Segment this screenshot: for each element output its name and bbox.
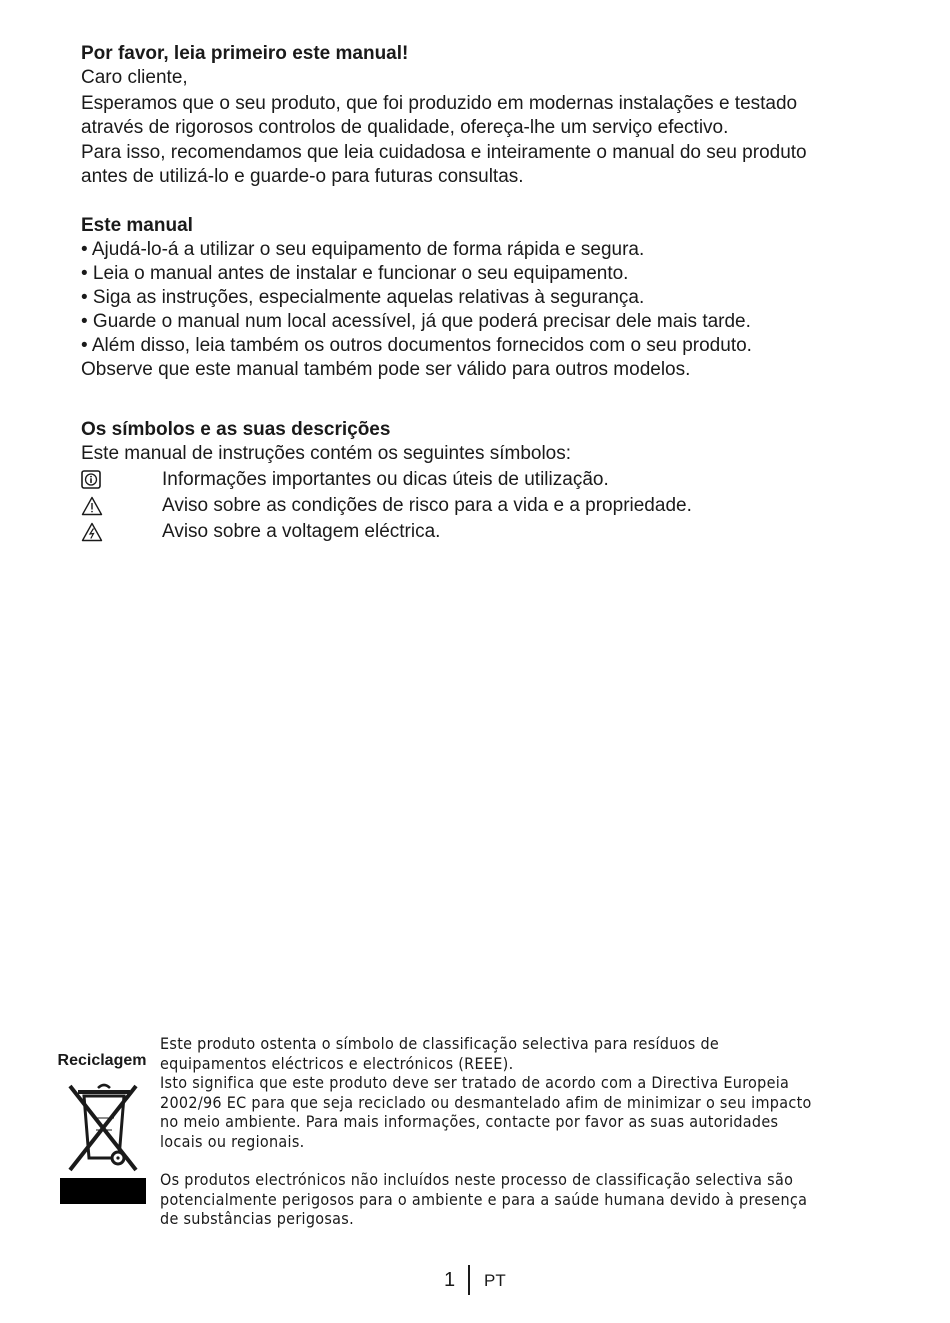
warning-icon <box>81 496 103 516</box>
recycling-line: Isto significa que este produto deve ser tratado de acordo com a Directiva Europeia <box>160 1073 790 1092</box>
recycling-line: potencialmente perigosos para o ambiente e para a saúde humana devido à presença <box>160 1189 808 1209</box>
intro-paragraph-2-line-1: Para isso, recomendamos que leia cuidadosa e inteiramente o manual do seu produto <box>81 142 807 163</box>
manual-bullet: • Leia o manual antes de instalar e funcionar o seu equipamento. <box>81 263 629 284</box>
symbols-section <box>81 418 881 546</box>
manual-bullet: • Guarde o manual num local acessível, já que poderá precisar dele mais tarde. <box>81 311 751 332</box>
intro-section <box>81 42 881 189</box>
greeting: Caro cliente, <box>81 67 188 88</box>
recycling-line: de substâncias perigosas. <box>160 1209 354 1228</box>
recycling-text <box>160 1034 890 1229</box>
manual-section <box>81 214 881 382</box>
manual-bullet: • Ajudá-lo-á a utilizar o seu equipamento de forma rápida e segura. <box>81 239 645 260</box>
symbol-row-electric <box>81 520 881 546</box>
page-footer <box>0 1265 950 1295</box>
recycling-black-bar <box>60 1178 146 1204</box>
crossed-bin-icon <box>64 1078 144 1178</box>
recycling-line: Este produto ostenta o símbolo de classificação selectiva para resíduos de <box>160 1034 720 1053</box>
symbol-electric-text: Aviso sobre a voltagem eléctrica. <box>162 521 441 542</box>
symbol-row-info <box>81 468 881 494</box>
symbols-intro: Este manual de instruções contém os seguintes símbolos: <box>81 443 572 464</box>
manual-bullet: • Além disso, leia também os outros documentos fornecidos com o seu produto. <box>81 335 752 356</box>
recycling-line: no meio ambiente. Para mais informações, contacte por favor as suas autoridades <box>160 1112 779 1131</box>
intro-paragraph-1-line-2: através de rigorosos controlos de qualidade, ofereça-lhe um serviço efectivo. <box>81 117 729 138</box>
manual-heading: Este manual <box>81 215 193 236</box>
recycling-line: 2002/96 EC para que seja reciclado ou desmantelado afim de minimizar o seu impacto <box>160 1092 812 1112</box>
symbol-warning-text: Aviso sobre as condições de risco para a vida e a propriedade. <box>162 495 692 516</box>
symbols-heading: Os símbolos e as suas descrições <box>81 419 391 440</box>
electric-warning-icon <box>81 522 103 542</box>
intro-heading: Por favor, leia primeiro este manual! <box>81 43 409 64</box>
recycling-line: equipamentos eléctricos e electrónicos (REEE). <box>160 1053 514 1073</box>
symbol-row-warning <box>81 494 881 520</box>
page-number: 1 <box>444 1269 456 1291</box>
recycling-line: Os produtos electrónicos não incluídos neste processo de classificação selectiva são <box>160 1170 794 1189</box>
symbol-info-text: Informações importantes ou dicas úteis de utilização. <box>162 469 609 490</box>
info-icon <box>81 470 103 490</box>
manual-bullet: • Siga as instruções, especialmente aquelas relativas à segurança. <box>81 287 645 308</box>
recycling-symbol <box>52 1050 152 1072</box>
language-code: PT <box>484 1271 506 1290</box>
recycling-label: Reciclagem <box>57 1052 147 1069</box>
manual-note: Observe que este manual também pode ser válido para outros modelos. <box>81 359 691 380</box>
intro-paragraph-1-line-1: Esperamos que o seu produto, que foi produzido em modernas instalações e testado <box>81 93 798 114</box>
intro-paragraph-2-line-2: antes de utilizá-lo e guarde-o para futuras consultas. <box>81 166 524 187</box>
footer-divider <box>468 1265 470 1295</box>
recycling-line: locais ou regionais. <box>160 1131 305 1151</box>
